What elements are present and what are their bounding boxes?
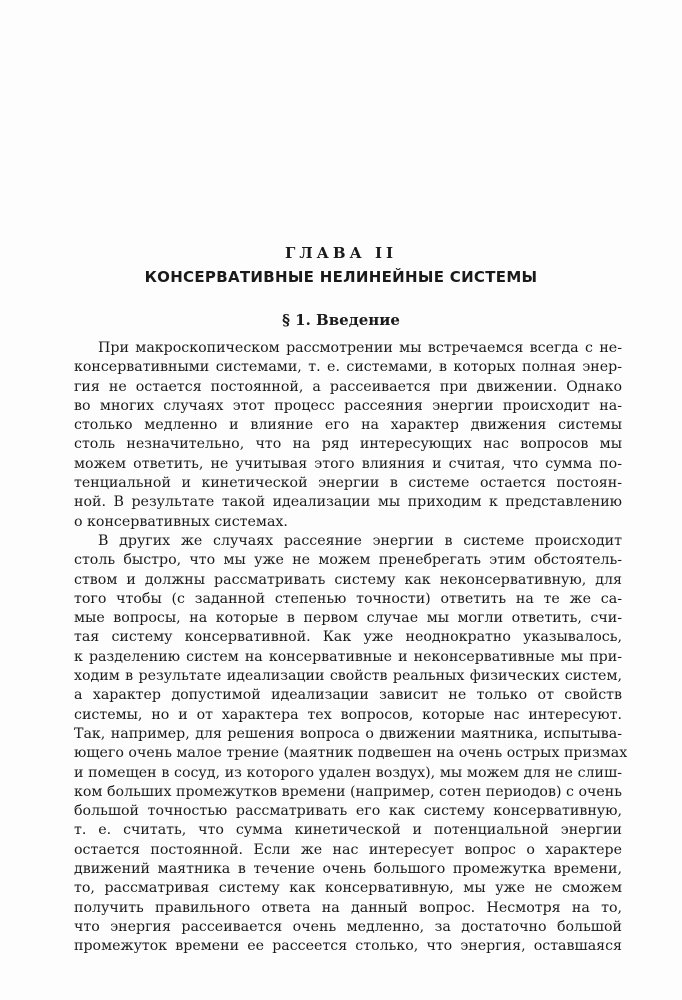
text-line: столь незначительно, что на ряд интересующих нас вопросов мы: [74, 436, 622, 453]
text-line: В других же случаях рассеяние энергии в системе происходит: [98, 532, 622, 549]
text-line: что энергия рассеивается очень медленно, за достаточно большой: [74, 918, 622, 935]
text-line: и помещен в сосуд, из которого удален воздух), мы можем для не слиш-: [74, 764, 622, 781]
chapter-title: КОНСЕРВАТИВНЫЕ НЕЛИНЕЙНЫЕ СИСТЕМЫ: [144, 268, 538, 286]
text-line: При макроскопическом рассмотрении мы встречаемся всегда с не-: [98, 340, 622, 356]
chapter-label: ГЛАВА II: [285, 244, 397, 262]
text-line: консервативными системами, т. е. системами, в которых полная энер-: [74, 359, 622, 376]
text-line: остается постоянной. Если же нас интересует вопрос о характере: [74, 841, 622, 858]
text-line: ной. В результате такой идеализации мы приходим к представлению: [74, 494, 622, 511]
text-line: большой точностью рассматривать его как систему консервативную,: [74, 803, 622, 820]
text-line: промежуток времени ее рассеется столько, что энергия, оставшаяся: [74, 938, 622, 955]
text-line: движений маятника в течение очень большого промежутка времени,: [74, 861, 622, 878]
text-line: т. е. считать, что сумма кинетической и потенциальной энергии: [74, 822, 622, 839]
section-title: § 1. Введение: [282, 311, 400, 329]
text-line: тая систему консервативной. Как уже неоднократно указывалось,: [74, 629, 622, 646]
body-text: [74, 339, 628, 957]
text-line: Так, например, для решения вопроса о движении маятника, испытыва-: [74, 725, 622, 742]
text-line: ходим в результате идеализации свойств реальных физических систем,: [74, 668, 622, 685]
text-line: а характер допустимой идеализации зависит не только от свойств: [74, 687, 622, 704]
text-line: о консервативных системах.: [74, 513, 288, 530]
text-line: системы, но и от характера тех вопросов, которые нас интересуют.: [74, 706, 622, 723]
text-line: тенциальной и кинетической энергии в системе остается постоян-: [74, 475, 622, 492]
text-line: столь быстро, что мы уже не можем пренебрегать этим обстоятель-: [74, 552, 622, 569]
text-line: во многих случаях этот процесс рассеяния энергии происходит на-: [74, 397, 622, 414]
text-line: ком больших промежутков времени (например, сотен периодов) с очень: [74, 783, 622, 800]
text-line: к разделению систем на консервативные и неконсервативные мы при-: [74, 648, 622, 665]
text-line: можем ответить, не учитывая этого влияния и считая, что сумма по-: [74, 455, 622, 472]
text-line: то, рассматривая систему как консервативную, мы уже не сможем: [74, 880, 622, 897]
text-line: мые вопросы, на которые в первом случае мы могли ответить, счи-: [74, 610, 622, 627]
text-line: столько медленно и влияние его на характер движения системы: [74, 417, 622, 434]
text-line: ющего очень малое трение (маятник подвешен на очень острых призмах: [74, 745, 628, 762]
text-line: получить правильного ответа на данный вопрос. Несмотря на то,: [74, 899, 622, 916]
text-line: гия не остается постоянной, а рассеивается при движении. Однако: [74, 378, 622, 395]
text-line: того чтобы (с заданной степенью точности) ответить на те же са-: [74, 590, 622, 607]
text-line: ством и должны рассматривать систему как неконсервативную, для: [74, 571, 622, 588]
